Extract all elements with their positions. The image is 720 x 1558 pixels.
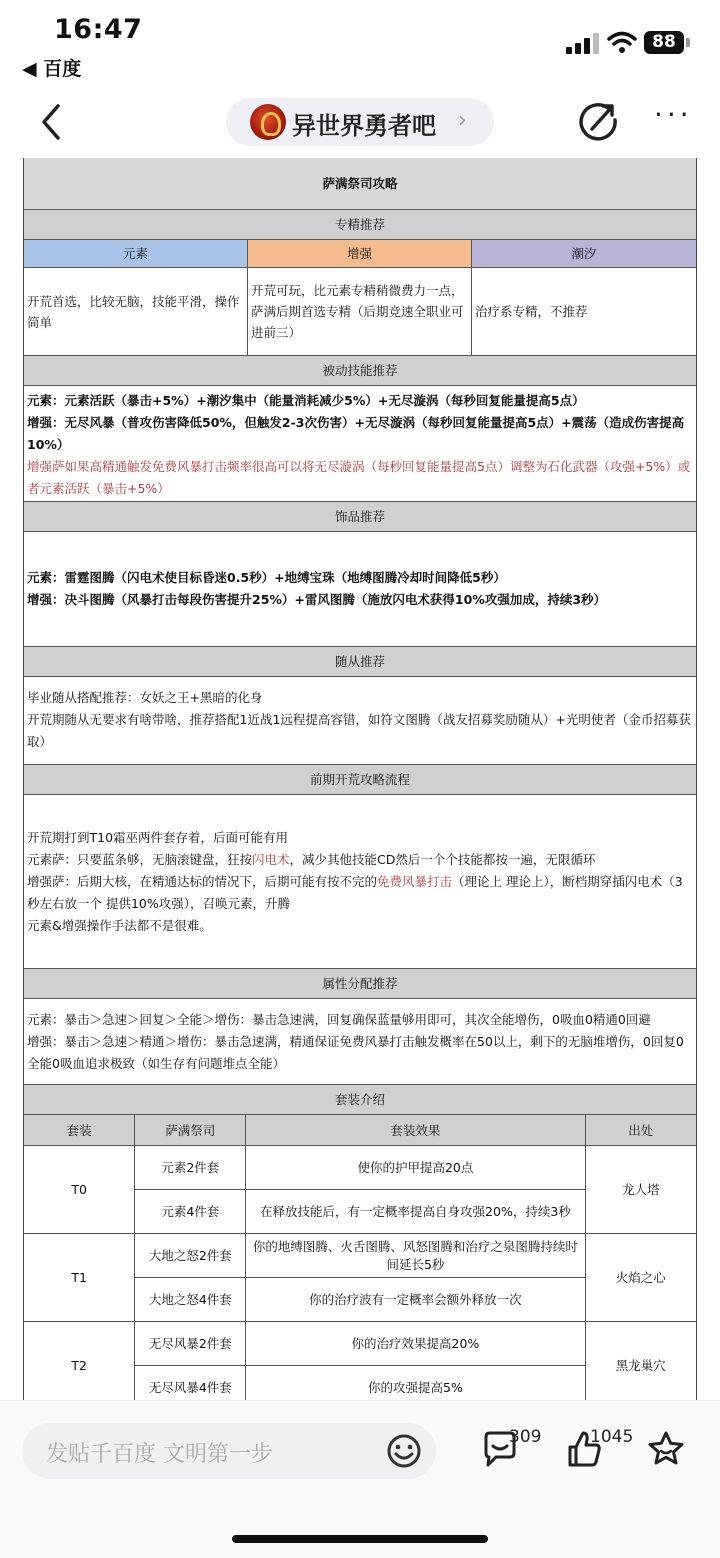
set-piece-effect: 使你的护甲提高20点 xyxy=(246,1145,585,1189)
battery-icon: 88 xyxy=(644,31,684,54)
set-piece-name: 大地之怒4件套 xyxy=(135,1277,246,1321)
set-table xyxy=(24,1115,696,1400)
passive-note: 增强萨如果高精通触发免费风暴打击频率很高可以将无尽漩涡（每秒回复能量提高5点）调整为石化武器（攻强+5%）或者元素活跃（暴击+5%） xyxy=(27,459,691,496)
spec-columns xyxy=(24,240,696,268)
follower-section xyxy=(24,677,696,765)
share-icon[interactable] xyxy=(578,100,620,144)
set-piece-name: 无尽风暴4件套 xyxy=(135,1365,246,1400)
set-source: 火焰之心 xyxy=(585,1233,696,1321)
emoji-icon[interactable] xyxy=(386,1433,422,1469)
spec-desc-restoration: 治疗系专精，不推荐 xyxy=(474,304,588,319)
col-set: 套装 xyxy=(24,1115,135,1145)
col-effect: 套装效果 xyxy=(246,1115,585,1145)
back-arrow-icon[interactable] xyxy=(36,102,68,142)
set-piece-effect: 你的治疗效果提高20% xyxy=(246,1321,585,1365)
spec-descriptions xyxy=(24,268,696,356)
passive-section xyxy=(24,386,696,502)
set-piece-name: 元素4件套 xyxy=(135,1189,246,1233)
set-tier: T0 xyxy=(24,1145,135,1233)
section-header-early: 前期开荒攻略流程 xyxy=(24,765,696,795)
accessory-enhancement: 增强：决斗图腾（风暴打击每段伤害提升25%）+雷风图腾（施放闪电术获得10%攻强加成，持续3秒） xyxy=(27,592,607,607)
section-header-spec: 专精推荐 xyxy=(24,210,696,240)
highlight-lightning: 闪电术 xyxy=(252,852,290,867)
strategy-sheet xyxy=(23,158,697,1400)
set-source: 龙人塔 xyxy=(585,1145,696,1233)
spec-enhancement: 增强 xyxy=(248,240,472,267)
post-image xyxy=(0,158,720,1400)
back-to-app-link[interactable]: ◀ 百度 xyxy=(22,58,82,80)
set-piece-effect: 你的地缚图腾、火舌图腾、风怒图腾和治疗之泉图腾持续时间延长5秒 xyxy=(246,1233,585,1277)
sheet-title: 萨满祭司攻略 xyxy=(24,158,696,210)
chevron-right-icon: › xyxy=(458,108,467,133)
set-piece-name: 无尽风暴2件套 xyxy=(135,1321,246,1365)
compose-placeholder: 发贴千百度 文明第一步 xyxy=(46,1442,273,1467)
set-tier: T1 xyxy=(24,1233,135,1321)
early-line-1: 开荒期打到T10霜巫两件套存着，后面可能有用 xyxy=(27,830,289,845)
section-header-follower: 随从推荐 xyxy=(24,647,696,677)
spec-desc-elemental: 开荒首选，比较无脑，技能平滑，操作简单 xyxy=(24,268,248,355)
section-header-attr: 属性分配推荐 xyxy=(24,969,696,999)
set-source: 黑龙巢穴 xyxy=(585,1321,696,1400)
set-table-header xyxy=(24,1115,696,1145)
accessory-elemental: 元素：雷霆图腾（闪电术使目标昏迷0.5秒）+地缚宝珠（地缚图腾冷却时间降低5秒） xyxy=(27,570,506,585)
top-nav xyxy=(0,90,720,156)
like-count: 1045 xyxy=(590,1427,634,1447)
set-piece-effect: 你的治疗波有一定概率会额外释放一次 xyxy=(246,1277,585,1321)
attr-enhancement: 增强：暴击＞急速＞精通＞增伤：暴击急速满，精通保证免费风暴打击触发概率在50以上，剩下的无脑堆增伤，0回复0全能0吸血追求极致（如生存有问题堆点全能） xyxy=(27,1034,684,1071)
table-row xyxy=(24,1145,696,1189)
status-bar xyxy=(0,0,720,90)
status-time: 16:47 xyxy=(54,14,143,45)
comment-count: 309 xyxy=(509,1427,542,1447)
set-piece-effect: 在释放技能后，有一定概率提高自身攻强20%，持续3秒 xyxy=(246,1189,585,1233)
col-source: 出处 xyxy=(585,1115,696,1145)
compose-input[interactable] xyxy=(22,1423,436,1479)
passive-elemental: 元素：元素活跃（暴击+5%）+潮汐集中（能量消耗减少5%）+无尽漩涡（每秒回复能量提高5点） xyxy=(27,393,585,408)
forum-logo-icon xyxy=(250,104,286,140)
spec-desc-enhancement: 开荒可玩，比元素专精稍微费力一点，萨满后期首选专精（后期竞速全职业可进前三） xyxy=(248,268,472,355)
spec-elemental: 元素 xyxy=(24,240,248,267)
section-header-sets: 套装介绍 xyxy=(24,1085,696,1115)
col-class: 萨满祭司 xyxy=(135,1115,246,1145)
set-tier: T2 xyxy=(24,1321,135,1400)
wifi-icon xyxy=(607,30,637,54)
spec-restoration: 潮汐 xyxy=(472,240,696,267)
early-line-2: 元素萨：只要蓝条够，无脑滚键盘，狂按闪电术，减少其他技能CD然后一个个技能都按一遍，无限循环 xyxy=(27,852,596,867)
early-line-4: 元素&增强操作手法都不是很难。 xyxy=(27,918,212,933)
early-section xyxy=(24,795,696,969)
table-row xyxy=(24,1321,696,1365)
favorite-star-icon[interactable] xyxy=(646,1429,686,1469)
passive-enhancement: 增强：无尽风暴（普攻伤害降低50%，但触发2-3次伤害）+无尽漩涡（每秒回复能量提高5点）+震荡（造成伤害提高10%） xyxy=(27,415,685,452)
accessory-section xyxy=(24,532,696,647)
highlight-stormstrike: 免费风暴打击 xyxy=(377,874,453,889)
more-options-icon[interactable]: ··· xyxy=(654,98,693,131)
set-piece-name: 大地之怒2件套 xyxy=(135,1233,246,1277)
cellular-signal-icon xyxy=(566,32,600,54)
early-line-3: 增强萨：后期大核，在精通达标的情况下，后期可能有按不完的免费风暴打击（理论上 理论上），断档期穿插闪电术（3秒左右放一个 提供10%攻强），召唤元素，升腾 xyxy=(27,874,683,911)
battery-cap xyxy=(686,38,690,47)
attr-elemental: 元素：暴击＞急速＞回复＞全能＞增伤：暴击急速满，回复确保蓝量够用即可，其次全能增伤，0吸血0精通0回避 xyxy=(27,1012,651,1027)
set-piece-name: 元素2件套 xyxy=(135,1145,246,1189)
home-indicator[interactable] xyxy=(232,1535,488,1543)
section-header-passive: 被动技能推荐 xyxy=(24,356,696,386)
section-header-accessory: 饰品推荐 xyxy=(24,502,696,532)
table-row xyxy=(24,1233,696,1277)
follower-line-2: 开荒期随从无要求有啥带啥，推荐搭配1近战1远程提高容错，如符文图腾（战友招募奖励随从）+光明使者（金币招募获取） xyxy=(27,712,691,749)
forum-name: 异世界勇者吧 xyxy=(292,112,436,140)
forum-title-pill[interactable] xyxy=(226,98,494,146)
follower-line-1: 毕业随从搭配推荐：女妖之王+黑暗的化身 xyxy=(27,690,263,705)
attr-section xyxy=(24,999,696,1085)
set-piece-effect: 你的攻强提高5% xyxy=(246,1365,585,1400)
